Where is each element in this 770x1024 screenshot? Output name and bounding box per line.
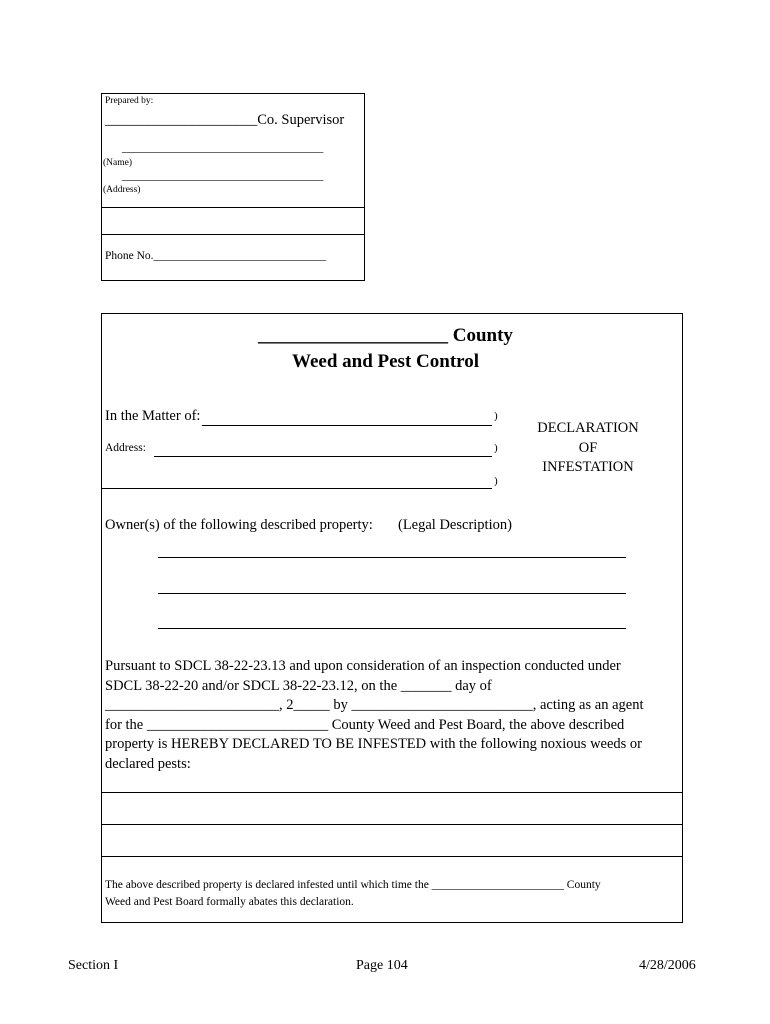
- address-line: ___________________________________: [122, 170, 324, 182]
- abatement-note: [105, 877, 601, 910]
- matter-label: In the Matter of:: [105, 408, 201, 424]
- pursuant-paragraph: [105, 657, 643, 774]
- address-blank-2: [102, 488, 492, 489]
- prepared-by-box: [101, 93, 365, 281]
- legal-description-blank-1: [158, 557, 626, 558]
- page-title: Weed and Pest Control: [292, 351, 480, 372]
- declaration-line: DECLARATION: [537, 420, 639, 436]
- declaration-heading: [523, 419, 653, 478]
- abatement-line: The above described property is declared infested until which time the _______________________ County: [105, 879, 601, 891]
- footer-page-number: Page 104: [356, 958, 408, 973]
- pursuant-line: declared pests:: [105, 755, 191, 772]
- address-label: Address:: [105, 442, 146, 454]
- matter-blank: [202, 425, 492, 426]
- weeds-row-middle: [102, 824, 682, 825]
- name-label: (Name): [103, 158, 133, 168]
- weeds-row-bottom: [102, 856, 682, 857]
- abatement-line: Weed and Pest Board formally abates this declaration.: [105, 895, 354, 908]
- prepared-by-label: Prepared by:: [105, 96, 154, 106]
- footer-section: Section I: [68, 958, 119, 973]
- name-line: ___________________________________: [122, 142, 324, 154]
- phone-label: Phone No.______________________________: [105, 250, 327, 262]
- address-blank-1: [102, 207, 364, 208]
- declaration-line: INFESTATION: [542, 459, 634, 475]
- legal-description-label: (Legal Description): [398, 517, 512, 533]
- address-blank: [154, 456, 492, 457]
- footer-date: 4/28/2006: [639, 958, 696, 973]
- matter-paren: ): [494, 410, 498, 422]
- legal-description-blank-3: [158, 628, 626, 629]
- address-label: (Address): [103, 185, 141, 195]
- address-paren: ): [494, 442, 498, 454]
- declaration-box: [101, 313, 683, 923]
- owners-label: Owner(s) of the following described property:: [105, 517, 373, 533]
- pursuant-line: for the _________________________ County Weed and Pest Board, the above described: [105, 716, 625, 733]
- pursuant-line: Pursuant to SDCL 38-22-23.13 and upon consideration of an inspection conducted under: [105, 658, 621, 674]
- pursuant-line: ________________________, 2_____ by _________________________, acting as an agent: [105, 697, 644, 713]
- pursuant-line: property is HEREBY DECLARED TO BE INFESTED with the following noxious weeds or: [105, 736, 643, 752]
- pursuant-line: SDCL 38-22-20 and/or SDCL 38-22-23.12, on the _______ day of: [105, 677, 492, 694]
- weeds-row-top: [102, 792, 682, 793]
- county-title: ____________________ County: [258, 325, 513, 346]
- legal-description-blank-2: [158, 593, 626, 594]
- address-blank-2: [102, 234, 364, 235]
- supervisor-line: _____________________Co. Supervisor: [105, 112, 345, 128]
- declaration-line: OF: [578, 439, 598, 456]
- address2-paren: ): [494, 475, 498, 487]
